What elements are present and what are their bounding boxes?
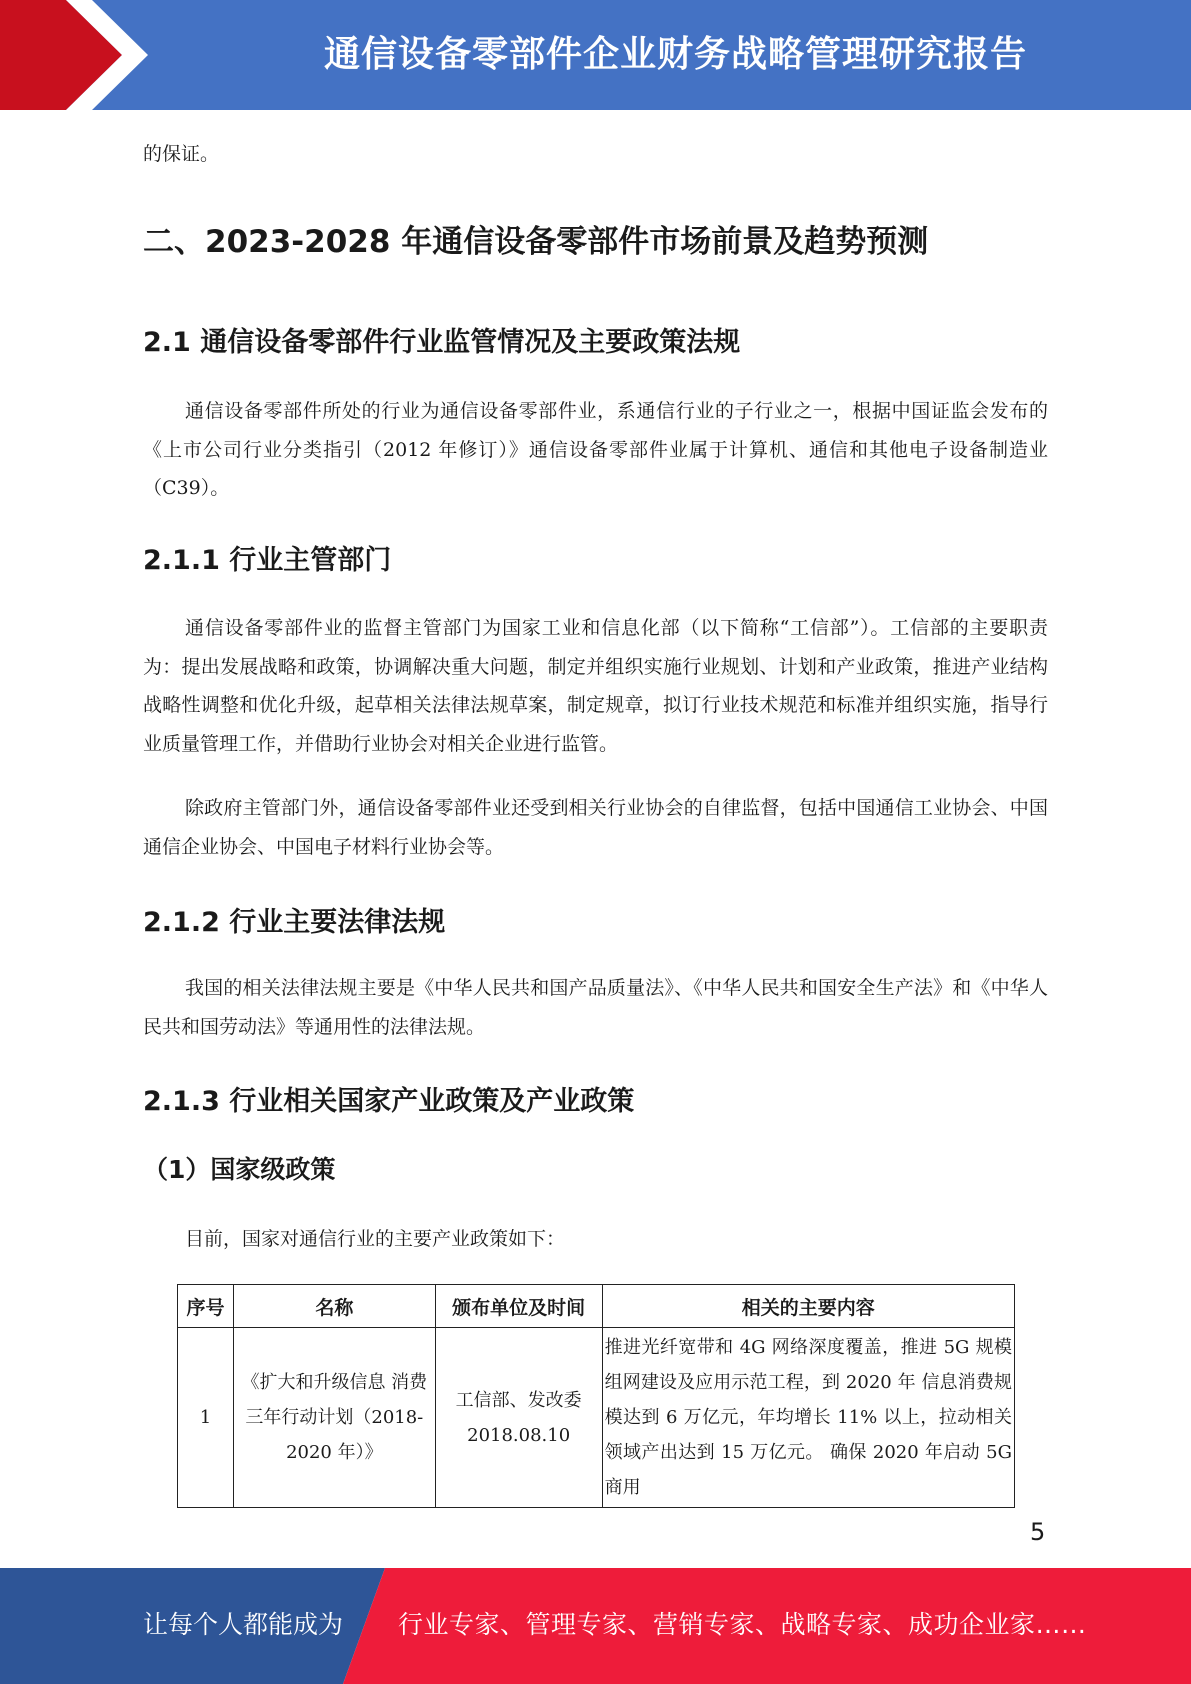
subsection-2-1-2-title: 2.1.2 行业主要法律法规	[143, 907, 446, 938]
subsection-2-1-2-paragraph: 我国的相关法律法规主要是《中华人民共和国产品质量法》、《中华人民共和国安全生产法》和《中华人民共和国劳动法》等通用性的法律法规。	[143, 977, 1048, 1038]
footer-slogan-left: 让每个人都能成为	[143, 1610, 344, 1639]
column-header-name: 名称	[233, 1285, 435, 1328]
subsection-2-1-paragraph: 通信设备零部件所处的行业为通信设备零部件业，系通信行业的子行业之一，根据中国证监会发布的《上市公司行业分类指引（2012 年修订）》通信设备零部件业属于计算机、通信和其他电子设备制造业（C39）。	[143, 400, 1048, 499]
subsection-2-1-1-paragraph-2: 除政府主管部门外，通信设备零部件业还受到相关行业协会的自律监督，包括中国通信工业协会、中国通信企业协会、中国电子材料行业协会等。	[143, 797, 1048, 858]
issuer-cell	[435, 1328, 602, 1508]
row-number: 1	[178, 1328, 234, 1508]
page-header	[0, 0, 1191, 110]
column-header-content: 相关的主要内容	[602, 1285, 1014, 1328]
footer-slogan-right: 行业专家、管理专家、营销专家、战略专家、成功企业家……	[398, 1610, 1087, 1639]
policy-content: 推进光纤宽带和 4G 网络深度覆盖，推进 5G 规模组网建设及应用示范工程，到 2020 年 信息消费规模达到 6 万亿元，年均增长 11% 以上，拉动相关领域产出达到 15 万亿元。 确保 2020 年启动 5G 商用	[602, 1328, 1014, 1508]
policy-name: 《扩大和升级信息 消费三年行动计划（2018-2020 年）》	[233, 1328, 435, 1508]
section-title: 二、2023-2028 年通信设备零部件市场前景及趋势预测	[143, 224, 929, 260]
issue-date: 2018.08.10	[467, 1424, 571, 1446]
continuation-text: 的保证。	[143, 143, 220, 165]
subsection-2-1-1-paragraph-1: 通信设备零部件业的监督主管部门为国家工业和信息化部（以下简称“工信部”）。工信部的主要职责为：提出发展战略和政策，协调解决重大问题，制定并组织实施行业规划、计划和产业政策，推进产业结构战略性调整和优化升级，起草相关法律法规草案，制定规章，拟订行业技术规范和标准并组织实施，指导行业质量管理工作，并借助行业协会对相关企业进行监管。	[143, 617, 1048, 755]
table-row	[178, 1328, 1015, 1508]
issuer-name: 工信部、发改委	[455, 1389, 582, 1411]
policy-intro-text: 目前，国家对通信行业的主要产业政策如下：	[185, 1228, 566, 1250]
subsection-2-1-3-title: 2.1.3 行业相关国家产业政策及产业政策	[143, 1086, 635, 1117]
table-header-row	[178, 1285, 1015, 1328]
subsection-2-1-title: 2.1 通信设备零部件行业监管情况及主要政策法规	[143, 327, 741, 358]
subsection-2-1-1-title: 2.1.1 行业主管部门	[143, 545, 392, 576]
national-policy-title: （1）国家级政策	[143, 1155, 336, 1184]
chevron-arrow-icon	[0, 0, 160, 110]
column-header-issuer: 颁布单位及时间	[435, 1285, 602, 1328]
page-number: 5	[1030, 1518, 1046, 1546]
report-title: 通信设备零部件企业财务战略管理研究报告	[323, 34, 1027, 75]
column-header-no: 序号	[178, 1285, 234, 1328]
policy-table	[177, 1284, 1015, 1508]
page-footer	[0, 1568, 1191, 1684]
